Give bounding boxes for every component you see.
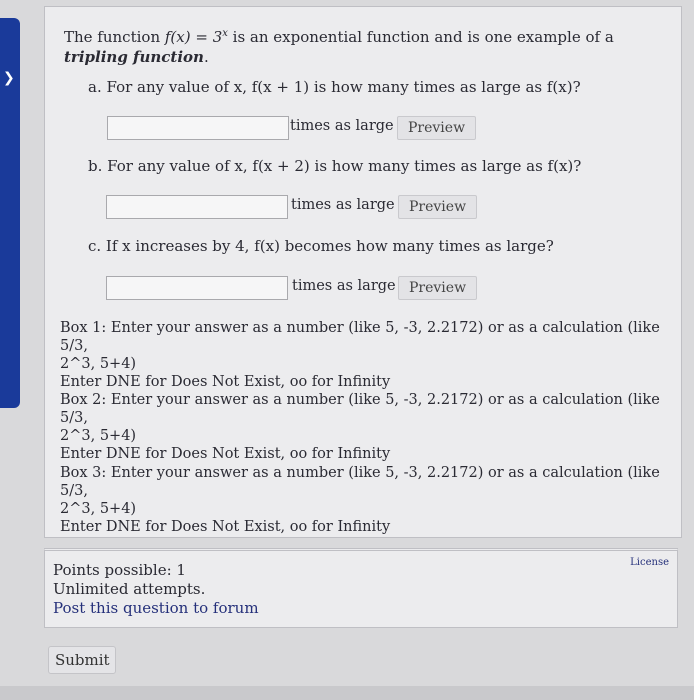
part-c-answer-input[interactable] [106, 276, 288, 300]
function-definition: f(x) = 3 [164, 28, 223, 46]
box-3-help-line3: Enter DNE for Does Not Exist, oo for Infinity [60, 519, 391, 535]
chevron-right-icon: ❯ [3, 70, 15, 86]
box-2-help-line1: Box 2: Enter your answer as a number (like 5, -3, 2.2172) or as a calculation (like 5/3, [60, 392, 660, 426]
box-2-help [60, 391, 660, 463]
part-c-answer-row [106, 276, 506, 302]
box-3-help [60, 464, 660, 536]
points-possible: Points possible: 1 [53, 561, 186, 579]
part-a-preview-button[interactable]: Preview [397, 116, 476, 140]
box-2-help-line3: Enter DNE for Does Not Exist, oo for Infinity [60, 446, 391, 462]
part-a-times-label: times as large [290, 118, 394, 134]
part-a-prompt: a. For any value of x, f(x + 1) is how many times as large as f(x)? [88, 78, 581, 96]
intro-end: . [203, 48, 209, 66]
license-link[interactable]: License [630, 557, 669, 568]
attempts-info: Unlimited attempts. [53, 580, 206, 598]
box-1-help-line1: Box 1: Enter your answer as a number (like 5, -3, 2.2172) or as a calculation (like 5/3, [60, 320, 660, 354]
box-1-help-line2: 2^3, 5+4) [60, 356, 137, 372]
question-intro [64, 24, 644, 67]
function-exponent: x [222, 28, 228, 39]
part-b-answer-input[interactable] [106, 195, 288, 219]
left-side-tab[interactable] [0, 18, 20, 408]
submit-button[interactable]: Submit [48, 646, 116, 674]
intro-emphasis: tripling function [64, 48, 204, 66]
part-b-prompt: b. For any value of x, f(x + 2) is how many times as large as f(x)? [88, 157, 582, 175]
box-2-help-line2: 2^3, 5+4) [60, 428, 137, 444]
post-to-forum-link[interactable]: Post this question to forum [53, 599, 259, 617]
part-c-prompt: c. If x increases by 4, f(x) becomes how many times as large? [88, 237, 554, 255]
box-1-help [60, 319, 660, 391]
part-c-times-label: times as large [292, 278, 396, 294]
box-3-help-line1: Box 3: Enter your answer as a number (like 5, -3, 2.2172) or as a calculation (like 5/3, [60, 465, 660, 499]
part-a-answer-row [107, 116, 507, 142]
intro-text: The function [64, 28, 165, 46]
part-a-answer-input[interactable] [107, 116, 289, 140]
part-b-times-label: times as large [291, 197, 395, 213]
part-c-preview-button[interactable]: Preview [398, 276, 477, 300]
box-3-help-line2: 2^3, 5+4) [60, 501, 137, 517]
bottom-strip [0, 686, 694, 700]
part-b-answer-row [106, 195, 506, 221]
question-footer [44, 548, 678, 628]
part-b-preview-button[interactable]: Preview [398, 195, 477, 219]
box-1-help-line3: Enter DNE for Does Not Exist, oo for Infinity [60, 374, 391, 390]
intro-text-cont: is an exponential function and is one example of a [227, 28, 614, 46]
